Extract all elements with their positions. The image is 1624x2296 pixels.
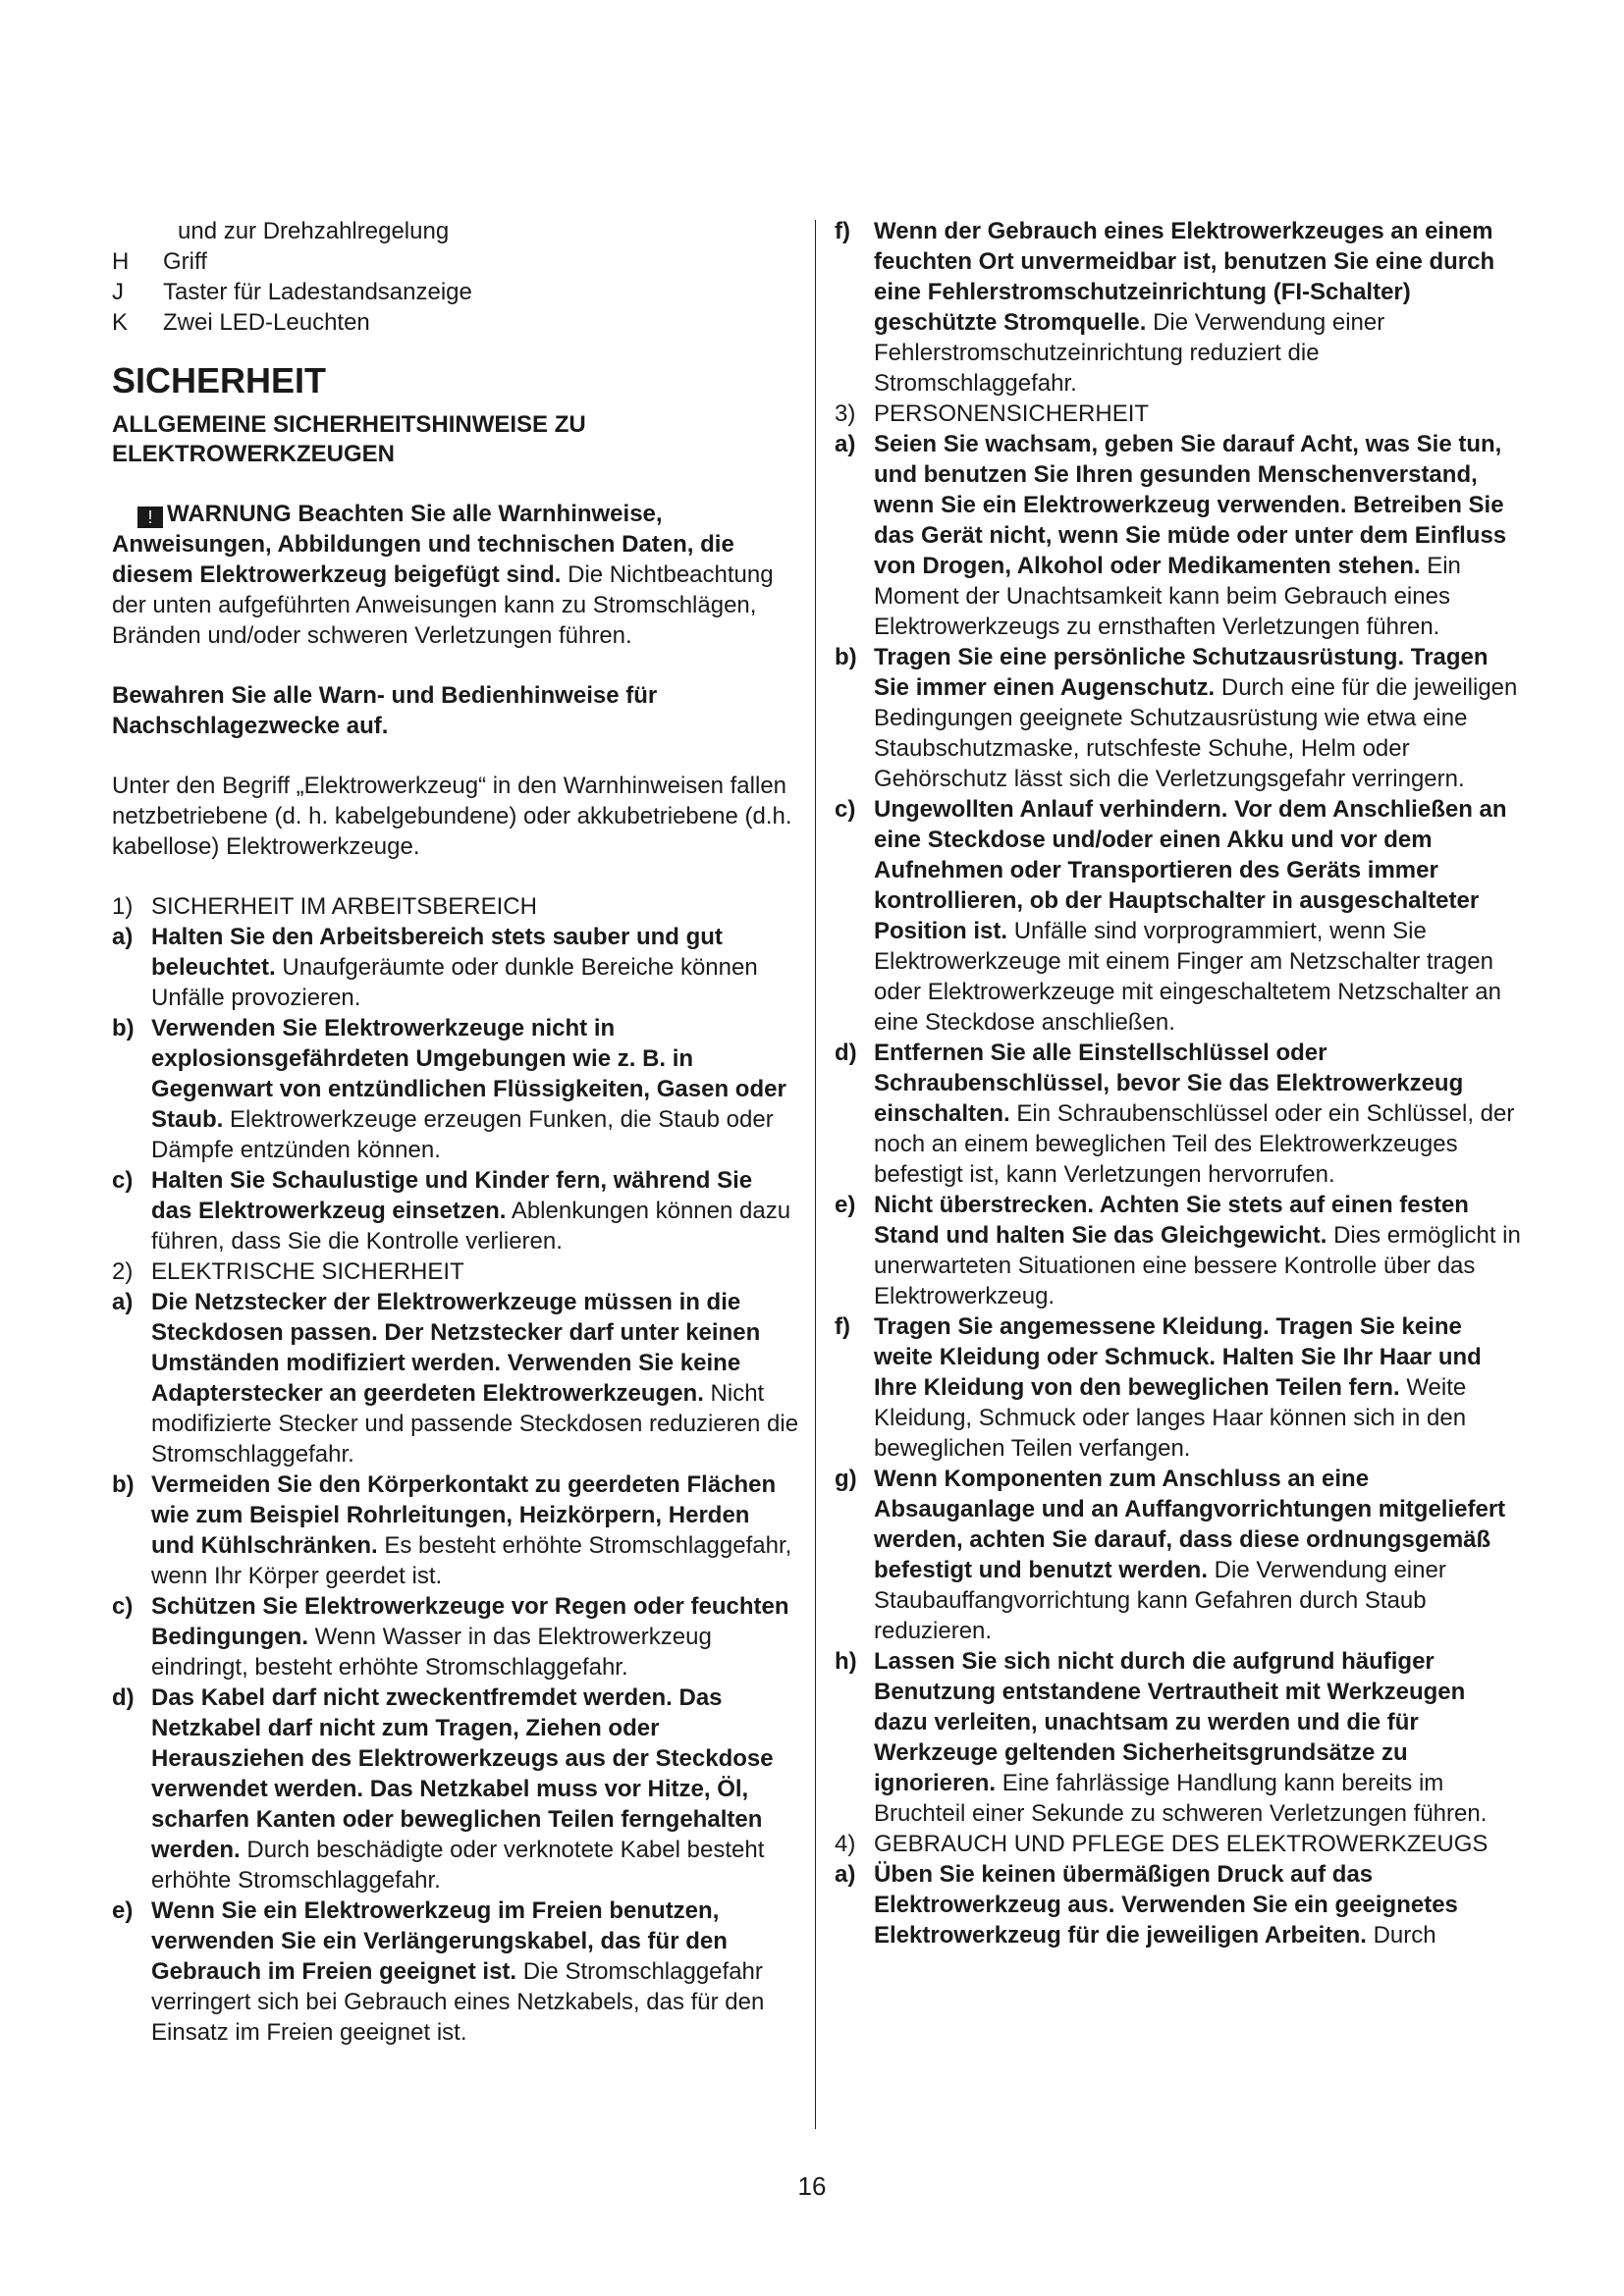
list-item xyxy=(835,1038,1522,1190)
section-number: 4) xyxy=(835,1831,856,1857)
section-title: SICHERHEIT xyxy=(112,360,327,400)
item-bold: Das Kabel darf nicht zweckentfremdet werden. Das Netzkabel darf nicht zum Tragen, Ziehen oder Herausziehen des Elektrowerkzeugs aus der Steckdose verwendet werden. Das Netzkabel muss vor Hitze, Öl, scharfen Kanten oder beweglichen Teilen ferngehalten werden. xyxy=(151,1684,774,1863)
item-body xyxy=(874,1311,1522,1464)
legend-text: Griff xyxy=(163,248,207,275)
item-text: Unfälle sind vorprogrammiert, wenn Sie Elektrowerkzeuge mit einem Finger am Netzschalter tragen oder Elektrowerkzeuge mit eingeschaltetem Netzschalter an eine Steckdose anschließen. xyxy=(874,918,1501,1036)
item-text: Unaufgeräumte oder dunkle Bereiche können Unfälle provozieren. xyxy=(151,954,758,1011)
item-body xyxy=(874,1464,1522,1646)
item-text: Elektrowerkzeuge erzeugen Funken, die Staub oder Dämpfe entzünden können. xyxy=(151,1106,774,1163)
item-text: Wenn Wasser in das Elektrowerkzeug eindringt, besteht erhöhte Stromschlaggefahr. xyxy=(151,1624,712,1681)
column-divider xyxy=(815,220,816,2129)
list-item xyxy=(835,1190,1522,1311)
item-marker: g) xyxy=(835,1466,857,1492)
item-marker: a) xyxy=(835,1861,856,1888)
warning-bold: WARNUNG Beachten Sie alle Warnhinweise, Anweisungen, Abbildungen und technischen Daten, die diesem Elektrowerkzeug beigefügt sind. xyxy=(112,501,734,588)
item-bold: Üben Sie keinen übermäßigen Druck auf das Elektrowerkzeug aus. Verwenden Sie ein geeignetes Elektrowerkzeug für die jeweiligen Arbeiten. xyxy=(874,1861,1458,1949)
item-text: Durch beschädigte oder verknotete Kabel besteht erhöhte Stromschlaggefahr. xyxy=(151,1837,765,1894)
item-text: Die Verwendung einer Fehlerstromschutzeinrichtung reduziert die Stromschlaggefahr. xyxy=(874,309,1385,397)
legend-item xyxy=(112,307,799,338)
section-number: 1) xyxy=(112,893,134,920)
item-marker: b) xyxy=(112,1471,135,1498)
item-marker: d) xyxy=(112,1684,135,1711)
legend-list xyxy=(112,246,799,338)
item-marker: c) xyxy=(835,796,856,823)
item-text: Weite Kleidung, Schmuck oder langes Haar können sich in den beweglichen Teilen verfangen. xyxy=(874,1374,1467,1462)
item-body xyxy=(151,922,799,1013)
list-item xyxy=(112,1682,799,1896)
item-body xyxy=(874,1190,1522,1311)
item-bold: Halten Sie den Arbeitsbereich stets sauber und gut beleuchtet. xyxy=(151,924,723,981)
item-marker: a) xyxy=(835,431,856,457)
item-text: Durch eine für die jeweiligen Bedingungen geeignete Schutzausrüstung wie etwa eine Staubschutzmaske, rutschfeste Schuhe, Helm oder Gehörschutz lässt sich die Verletzungsgefahr verringern. xyxy=(874,674,1518,792)
item-marker: a) xyxy=(112,1289,134,1315)
item-body xyxy=(874,216,1522,399)
list-item xyxy=(835,642,1522,794)
legend-key: J xyxy=(112,279,124,305)
item-body xyxy=(151,1013,799,1165)
right-column xyxy=(835,216,1522,1950)
list-item xyxy=(112,1591,799,1682)
list-item xyxy=(112,1013,799,1165)
list-item xyxy=(835,1646,1522,1829)
list-item xyxy=(835,794,1522,1038)
item-marker: a) xyxy=(112,924,134,950)
item-body xyxy=(874,642,1522,794)
legend-text: Taster für Ladestandsanzeige xyxy=(163,279,472,305)
section-heading-text: PERSONENSICHERHEIT xyxy=(874,400,1150,427)
list-item xyxy=(835,1464,1522,1646)
list-item xyxy=(835,216,1522,399)
item-body xyxy=(874,1859,1522,1950)
item-bold: Entfernen Sie alle Einstellschlüssel oder Schraubenschlüssel, bevor Sie das Elektrowerkzeug einschalten. xyxy=(874,1040,1464,1127)
item-marker: h) xyxy=(835,1648,857,1675)
item-text: Nicht modifizierte Stecker und passende Steckdosen reduzieren die Stromschlaggefahr. xyxy=(151,1380,799,1468)
section-heading xyxy=(835,399,1522,429)
legend-key: K xyxy=(112,309,129,336)
item-bold: Schützen Sie Elektrowerkzeuge vor Regen oder feuchten Bedingungen. xyxy=(151,1593,789,1650)
section-heading xyxy=(112,1256,799,1287)
item-marker: b) xyxy=(835,644,857,670)
item-marker: d) xyxy=(835,1040,857,1066)
item-marker: e) xyxy=(112,1897,134,1924)
item-bold: Die Netzstecker der Elektrowerkzeuge müssen in die Steckdosen passen. Der Netzstecker darf unter keinen Umständen modifiziert werden. Verwenden Sie keine Adapterstecker an geerdeten Elektrowerkzeugen. xyxy=(151,1289,761,1407)
section-heading xyxy=(835,1829,1522,1859)
item-body xyxy=(874,794,1522,1038)
item-text: Durch xyxy=(1373,1922,1436,1949)
item-body xyxy=(151,1469,799,1591)
legend-continuation: und zur Drehzahlregelung xyxy=(178,218,450,244)
item-marker: b) xyxy=(112,1015,135,1041)
item-body xyxy=(151,1591,799,1682)
page-number: 16 xyxy=(797,2171,827,2201)
item-bold: Nicht überstrecken. Achten Sie stets auf einen festen Stand und halten Sie das Gleichgewicht. xyxy=(874,1192,1469,1249)
list-item xyxy=(112,1287,799,1469)
item-bold: Wenn Sie ein Elektrowerkzeug im Freien benutzen, verwenden Sie ein Verlängerungskabel, das für den Gebrauch im Freien geeignet ist. xyxy=(151,1897,728,1985)
section-heading-text: GEBRAUCH UND PFLEGE DES ELEKTROWERKZEUGS xyxy=(874,1831,1489,1857)
item-bold: Lassen Sie sich nicht durch die aufgrund häufiger Benutzung entstandene Vertrautheit mit Werkzeugen dazu verleiten, unachtsam zu werden und die für Werkzeuge geltenden Sicherheitsgrundsätze zu ignorieren. xyxy=(874,1648,1466,1796)
warning-paragraph xyxy=(112,499,799,651)
warning-text: Die Nichtbeachtung der unten aufgeführten Anweisungen kann zu Stromschlägen, Bränden und/oder schweren Verletzungen führen. xyxy=(112,561,774,649)
item-body xyxy=(874,429,1522,642)
item-marker: f) xyxy=(835,218,850,244)
item-text: Die Stromschlaggefahr verringert sich bei Gebrauch eines Netzkabels, das für den Einsatz im Freien geeignet ist. xyxy=(151,1958,765,2046)
legend-item xyxy=(112,277,799,307)
item-bold: Wenn der Gebrauch eines Elektrowerkzeuges an einem feuchten Ort unvermeidbar ist, benutzen Sie eine durch eine Fehlerstromschutzeinrichtung (FI-Schalter) geschützte Stromquelle. xyxy=(874,218,1495,336)
list-item xyxy=(112,1165,799,1256)
item-text: Ablenkungen können dazu führen, dass Sie die Kontrolle verlieren. xyxy=(151,1198,791,1255)
item-bold: Seien Sie wachsam, geben Sie darauf Acht, was Sie tun, und benutzen Sie Ihren gesunden Menschenverstand, wenn Sie ein Elektrowerkzeug verwenden. Betreiben Sie das Gerät nicht, wenn Sie müde oder unter dem Einfluss von Drogen, Alkohol oder Medikamenten stehen. xyxy=(874,431,1507,579)
item-body xyxy=(151,1682,799,1896)
list-item xyxy=(835,1859,1522,1950)
legend-text: Zwei LED-Leuchten xyxy=(163,309,370,336)
section-heading-text: SICHERHEIT IM ARBEITSBEREICH xyxy=(151,893,537,920)
legend-item xyxy=(112,246,799,277)
legend-key: H xyxy=(112,248,130,275)
item-bold: Ungewollten Anlauf verhindern. Vor dem Anschließen an eine Steckdose und/oder einen Akku und vor dem Aufnehmen oder Transportieren des Geräts immer kontrollieren, ob der Hauptschalter in ausgeschalteter Position ist. xyxy=(874,796,1507,944)
item-body xyxy=(151,1165,799,1256)
item-text: Eine fahrlässige Handlung kann bereits im Bruchteil einer Sekunde zu schweren Verletzungen führen. xyxy=(874,1770,1488,1827)
list-item xyxy=(835,1311,1522,1464)
item-text: Die Verwendung einer Staubauffangvorrichtung kann Gefahren durch Staub reduzieren. xyxy=(874,1557,1446,1644)
item-bold: Tragen Sie eine persönliche Schutzausrüstung. Tragen Sie immer einen Augenschutz. xyxy=(874,644,1489,701)
item-bold: Wenn Komponenten zum Anschluss an eine Absauganlage und an Auffangvorrichtungen mitgeliefert werden, achten Sie darauf, dass diese ordnungsgemäß befestigt und benutzt werden. xyxy=(874,1466,1506,1583)
item-marker: c) xyxy=(112,1593,134,1620)
left-column xyxy=(112,216,799,2048)
keep-instructions-text: Bewahren Sie alle Warn- und Bedienhinweise für Nachschlagezwecke auf. xyxy=(112,682,658,739)
item-body xyxy=(151,1287,799,1469)
item-bold: Tragen Sie angemessene Kleidung. Tragen Sie keine weite Kleidung oder Schmuck. Halten Sie Ihr Haar und Ihre Kleidung von den beweglichen Teilen fern. xyxy=(874,1313,1482,1401)
item-body xyxy=(874,1646,1522,1829)
item-bold: Vermeiden Sie den Körperkontakt zu geerdeten Flächen wie zum Beispiel Rohrleitungen, Heizkörpern, Herden und Kühlschränken. xyxy=(151,1471,777,1559)
list-item xyxy=(835,429,1522,642)
warning-icon: ! xyxy=(137,507,163,528)
item-text: Ein Schraubenschlüssel oder ein Schlüssel, der noch an einem beweglichen Teil des Elektrowerkzeuges befestigt ist, kann Verletzungen hervorrufen. xyxy=(874,1100,1515,1188)
item-text: Dies ermöglicht in unerwarteten Situationen eine bessere Kontrolle über das Elektrowerkzeug. xyxy=(874,1222,1521,1309)
section-number: 2) xyxy=(112,1258,134,1285)
item-bold: Verwenden Sie Elektrowerkzeuge nicht in explosionsgefährdeten Umgebungen wie z. B. in Gegenwart von entzündlichen Flüssigkeiten, Gasen oder Staub. xyxy=(151,1015,786,1133)
subsection-title: ALLGEMEINE SICHERHEITSHINWEISE ZU ELEKTROWERKZEUGEN xyxy=(112,411,586,467)
keep-instructions xyxy=(112,680,799,741)
item-text: Es besteht erhöhte Stromschlaggefahr, wenn Ihr Körper geerdet ist. xyxy=(151,1532,792,1589)
item-body xyxy=(874,1038,1522,1190)
item-body xyxy=(151,1896,799,2048)
item-marker: e) xyxy=(835,1192,856,1218)
section-heading-text: ELEKTRISCHE SICHERHEIT xyxy=(151,1258,464,1285)
section-heading xyxy=(112,891,799,922)
list-item xyxy=(112,1896,799,2048)
item-text: Ein Moment der Unachtsamkeit kann beim Gebrauch eines Elektrowerkzeugs zu ernsthaften Verletzungen führen. xyxy=(874,553,1461,640)
item-marker: f) xyxy=(835,1313,850,1340)
list-item xyxy=(112,1469,799,1591)
definition-paragraph: Unter den Begriff „Elektrowerkzeug“ in den Warnhinweisen fallen netzbetriebene (d. h. kabelgebundene) oder akkubetriebene (d.h. kabellose) Elektrowerkzeuge. xyxy=(112,773,792,860)
section-number: 3) xyxy=(835,400,856,427)
list-item xyxy=(112,922,799,1013)
item-bold: Halten Sie Schaulustige und Kinder fern, während Sie das Elektrowerkzeug einsetzen. xyxy=(151,1167,753,1224)
item-marker: c) xyxy=(112,1167,134,1194)
